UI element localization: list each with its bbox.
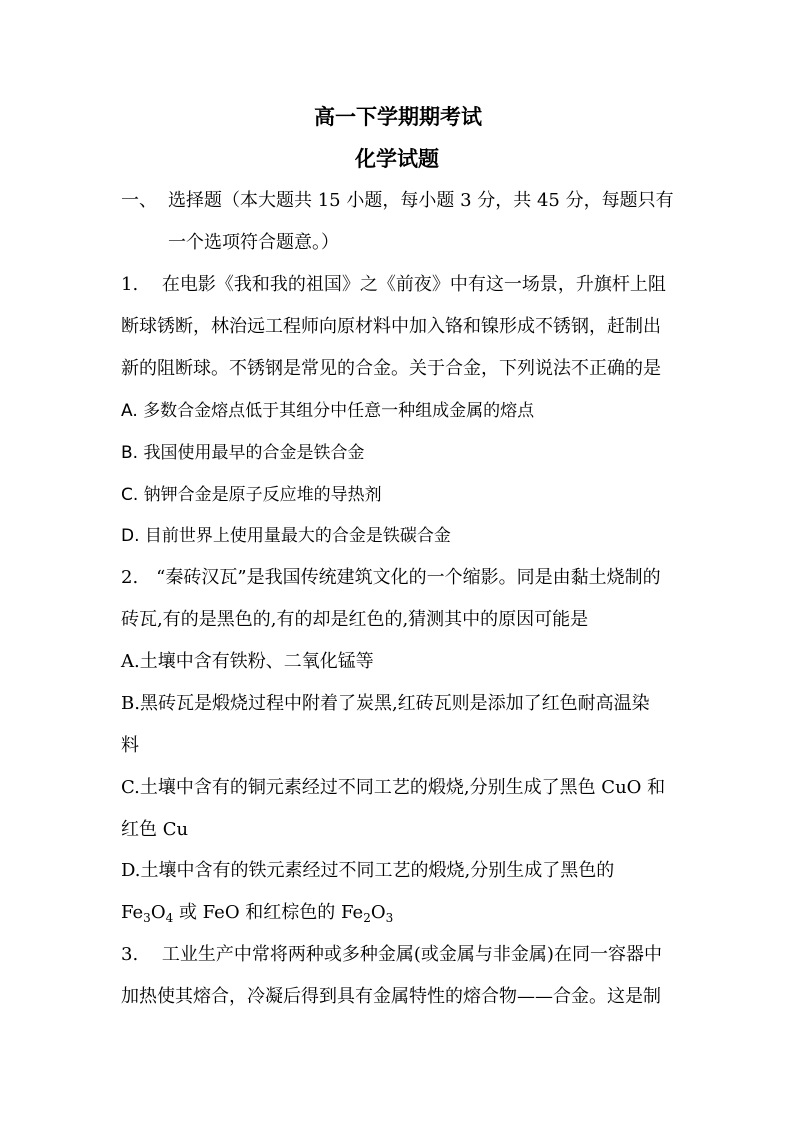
- question-1-line-2: 断球锈断，林治远工程师向原材料中加入铬和镍形成不锈钢，赶制出: [121, 316, 661, 337]
- question-3-line-2: 加热使其熔合，冷凝后得到具有金属特性的熔合物——合金。这是制: [121, 986, 661, 1007]
- question-2-option-b-line-1: B.黑砖瓦是煅烧过程中附着了炭黑,红砖瓦则是添加了红色耐高温染: [121, 693, 650, 714]
- question-2-line-2: 砖瓦,有的是黑色的,有的却是红色的,猜测其中的原因可能是: [121, 609, 589, 630]
- question-1-option-c: C. 钠钾合金是原子反应堆的导热剂: [121, 485, 382, 505]
- page-subtitle: 化学试题: [355, 146, 439, 171]
- formula-fe3o4-fe: Fe: [121, 902, 144, 923]
- question-2-option-c-line-2: 红色 Cu: [121, 819, 189, 840]
- section-heading: 选择题（本大题共 15 小题，每小题 3 分，共 45 分，每题只有: [168, 190, 674, 211]
- option-d-text: 或 FeO 和红棕色的 Fe: [173, 902, 364, 923]
- section-number: 一、: [121, 190, 157, 211]
- subscript: 3: [143, 911, 151, 925]
- question-2-option-b-line-2: 料: [121, 735, 139, 756]
- question-2-option-a: A.土壤中含有铁粉、二氧化锰等: [121, 651, 374, 672]
- question-1-line-1: 1. 在电影《我和我的祖国》之《前夜》中有这一场景，升旗杆上阻: [121, 274, 666, 295]
- subscript: 2: [363, 911, 371, 925]
- question-1-option-b: B. 我国使用最早的合金是铁合金: [121, 443, 365, 463]
- question-3-line-1: 3. 工业生产中常将两种或多种金属(或金属与非金属)在同一容器中: [121, 944, 662, 965]
- question-1-line-3: 新的阻断球。不锈钢是常见的合金。关于合金，下列说法不正确的是: [121, 358, 661, 379]
- formula-fe3o4-o: O: [150, 902, 166, 923]
- question-1-option-d: D. 目前世界上使用量最大的合金是铁碳合金: [121, 526, 451, 546]
- question-2-option-d-line-2: [121, 901, 393, 925]
- subscript: 4: [165, 911, 174, 925]
- formula-fe2o3-o: O: [370, 902, 386, 923]
- question-2-option-c-line-1: C.土壤中含有的铜元素经过不同工艺的煅烧,分别生成了黑色 CuO 和: [121, 777, 666, 798]
- section-heading-cont: 一个选项符合题意。）: [168, 232, 339, 253]
- page-title: 高一下学期期考试: [314, 104, 482, 129]
- question-2-line-1: 2. “秦砖汉瓦”是我国传统建筑文化的一个缩影。同是由黏土烧制的: [121, 567, 661, 588]
- question-2-option-d-line-1: D.土壤中含有的铁元素经过不同工艺的煅烧,分别生成了黑色的: [121, 860, 615, 881]
- question-1-option-a: A. 多数合金熔点低于其组分中任意一种组成金属的熔点: [121, 401, 535, 421]
- subscript: 3: [385, 911, 394, 925]
